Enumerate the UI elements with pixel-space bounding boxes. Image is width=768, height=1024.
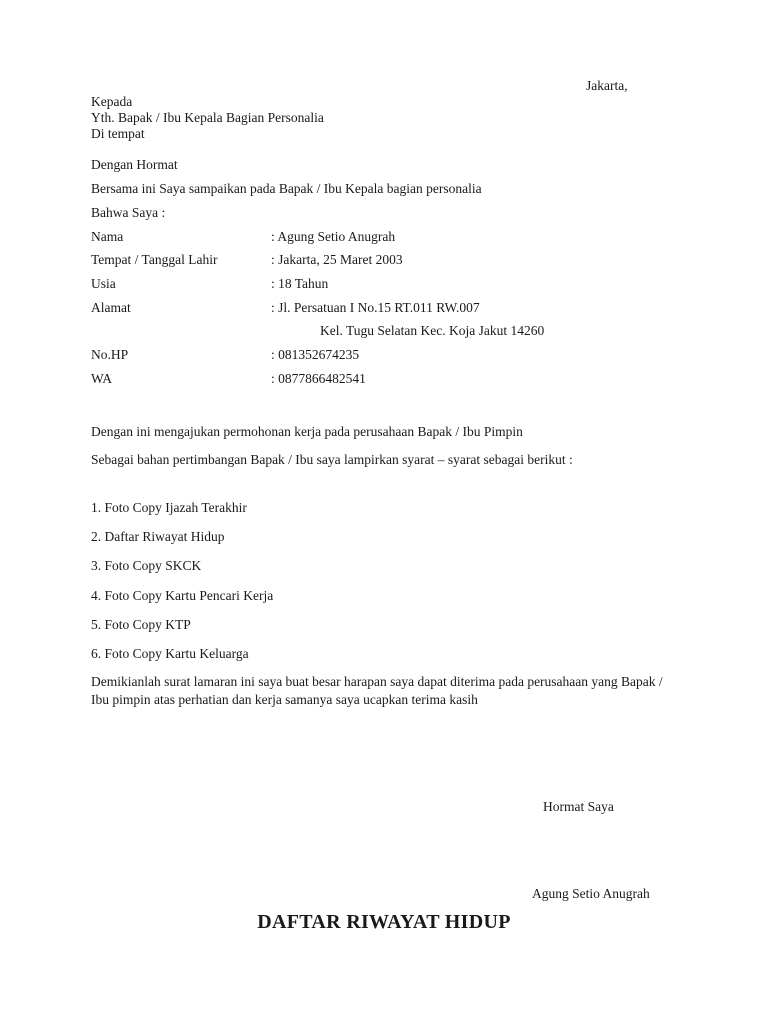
- identity-value: : 0877866482541: [271, 371, 366, 386]
- list-item: 5. Foto Copy KTP: [91, 617, 191, 632]
- identity-label: Tempat / Tanggal Lahir: [91, 252, 218, 267]
- list-item: 6. Foto Copy Kartu Keluarga: [91, 646, 249, 661]
- identity-label: Nama: [91, 229, 124, 244]
- intro-text: Bersama ini Saya sampaikan pada Bapak / Ibu Kepala bagian personalia: [91, 181, 482, 196]
- city-date: Jakarta,: [586, 78, 628, 93]
- recipient-line-2: Yth. Bapak / Ibu Kepala Bagian Personalia: [91, 110, 324, 125]
- closing-paragraph: Demikianlah surat lamaran ini saya buat besar harapan saya dapat diterima pada perusahaan yang Bapak / Ibu pimpin atas perhatian dan kerja samanya saya ucapkan terima kasih: [91, 674, 663, 707]
- application-text: Dengan ini mengajukan permohonan kerja pada perusahaan Bapak / Ibu Pimpin: [91, 424, 523, 439]
- greeting: Dengan Hormat: [91, 157, 178, 172]
- recipient-line-1: Kepada: [91, 94, 133, 109]
- list-item: 1. Foto Copy Ijazah Terakhir: [91, 500, 247, 515]
- recipient-line-3: Di tempat: [91, 126, 145, 141]
- identity-value: : Agung Setio Anugrah: [271, 229, 396, 244]
- identity-value: : 081352674235: [271, 347, 360, 362]
- list-item: 3. Foto Copy SKCK: [91, 558, 202, 573]
- next-page-title: DAFTAR RIWAYAT HIDUP: [257, 911, 511, 933]
- identity-label: Alamat: [91, 300, 131, 315]
- identity-value-continued: Kel. Tugu Selatan Kec. Koja Jakut 14260: [320, 323, 545, 338]
- list-item: 2. Daftar Riwayat Hidup: [91, 529, 225, 544]
- identity-value: : 18 Tahun: [271, 276, 329, 291]
- identity-value: : Jakarta, 25 Maret 2003: [271, 252, 403, 267]
- identity-value: : Jl. Persatuan I No.15 RT.011 RW.007: [271, 300, 480, 315]
- attachment-intro: Sebagai bahan pertimbangan Bapak / Ibu saya lampirkan syarat – syarat sebagai berikut :: [91, 452, 573, 467]
- identity-label: No.HP: [91, 347, 129, 362]
- signature-salutation: Hormat Saya: [543, 799, 614, 814]
- identity-label: WA: [91, 371, 112, 386]
- identity-label: Usia: [91, 276, 116, 291]
- intro-text-2: Bahwa Saya :: [91, 205, 166, 220]
- signature-name: Agung Setio Anugrah: [532, 886, 650, 901]
- list-item: 4. Foto Copy Kartu Pencari Kerja: [91, 588, 274, 603]
